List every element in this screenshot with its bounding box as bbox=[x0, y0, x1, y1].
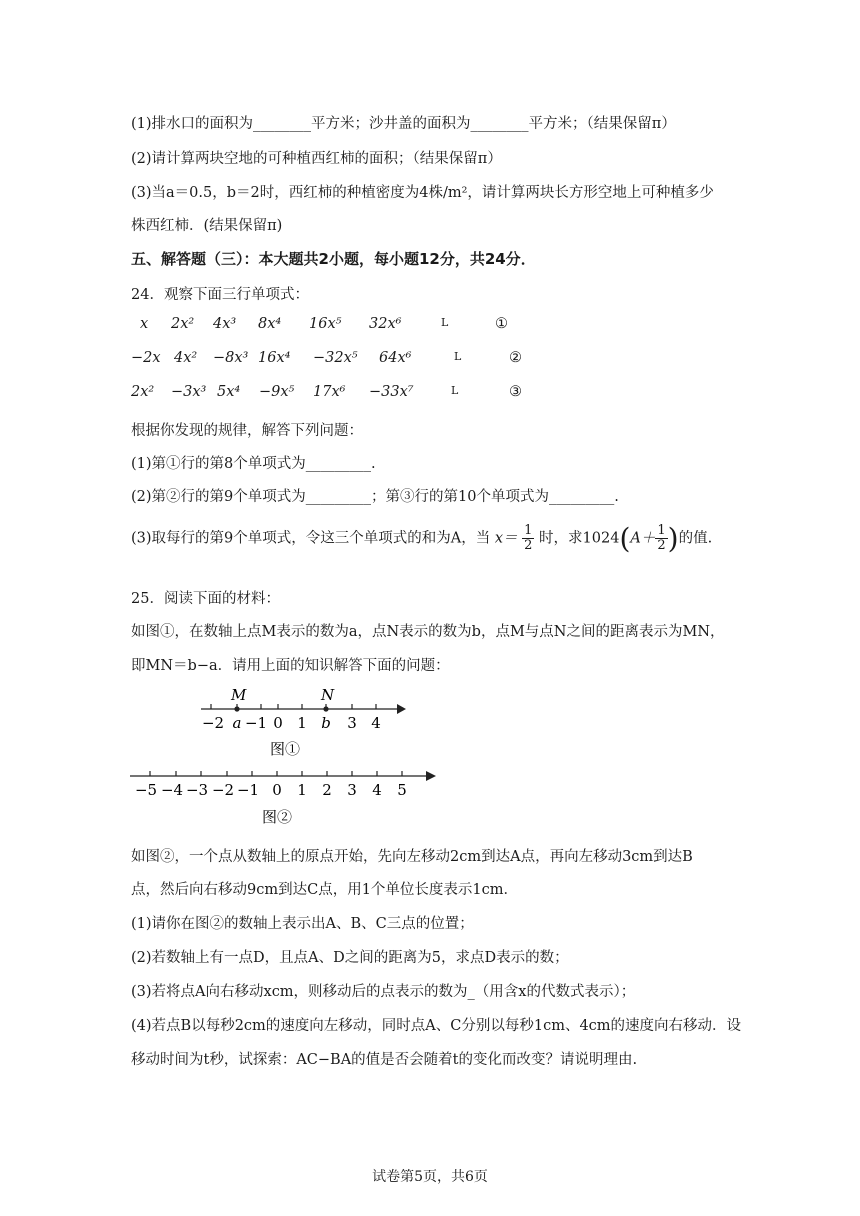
monomial: −9x⁵ bbox=[259, 384, 295, 400]
q25-setup-2: 点，然后向右移动9cm到达C点，用1个单位长度表示1cm． bbox=[131, 882, 519, 898]
monomial: −2x bbox=[131, 350, 161, 366]
q23-part3-line1: (3)当a＝0.5，b＝2时，西红柿的种植密度为4株/m²，请计算两块长方形空地上可种植多少 bbox=[131, 185, 714, 201]
q25-material-1: 如图①，在数轴上点M表示的数为a，点N表示的数为b，点M与点N之间的距离表示为MN， bbox=[131, 624, 725, 640]
q25-material-2: 即MN＝b−a．请用上面的知识解答下面的问题： bbox=[131, 658, 450, 674]
point-n bbox=[323, 706, 328, 711]
q23-part2: (2)请计算两块空地的可种植西红柿的面积；（结果保留π） bbox=[131, 151, 502, 167]
point-m bbox=[234, 706, 239, 711]
q24-instruction: 根据你发现的规律，解答下列问题： bbox=[131, 423, 363, 439]
monomial: 64x⁶ bbox=[379, 350, 412, 366]
q23-part1: (1)排水口的面积为________平方米；沙井盖的面积为________平方米；（结果保留π） bbox=[131, 116, 676, 132]
q25-part4-line2: 移动时间为t秒，试探索：AC−BA的值是否会随着t的变化而改变？请说明理由. bbox=[131, 1052, 638, 1068]
page-footer: 试卷第5页，共6页 bbox=[372, 1169, 488, 1185]
q24-part3-inner: A＋ bbox=[630, 530, 656, 547]
tick-label: −1 bbox=[244, 714, 268, 732]
figure-1-caption: 图① bbox=[269, 740, 301, 758]
tick-label: 3 bbox=[347, 781, 357, 799]
row-label: ① bbox=[495, 316, 508, 332]
tick-label: 3 bbox=[347, 714, 357, 732]
monomial: −8x³ bbox=[213, 350, 249, 366]
q24-part3-text: (3)取每行的第9个单项式，令这三个单项式的和为A，当 bbox=[131, 530, 491, 547]
q25-part4-line1: (4)若点B以每秒2cm的速度向左移动，同时点A、C分别以每秒1cm、4cm的速度向右移动．设 bbox=[131, 1018, 742, 1034]
tick-label: −2 bbox=[211, 781, 235, 799]
ellipsis: L bbox=[454, 350, 462, 363]
tick-label: b bbox=[321, 714, 331, 732]
tick-label: a bbox=[232, 714, 242, 732]
figure-2-caption: 图② bbox=[261, 808, 293, 826]
number-line-figure-2 bbox=[126, 764, 446, 834]
monomial: 2x² bbox=[131, 384, 155, 400]
q25-part1: (1)请你在图②的数轴上表示出A、B、C三点的位置； bbox=[131, 916, 474, 932]
ellipsis: L bbox=[451, 384, 459, 397]
tick-label: 4 bbox=[372, 781, 382, 799]
monomial: 17x⁶ bbox=[313, 384, 346, 400]
tick-label: 1 bbox=[297, 781, 307, 799]
tick-label: 5 bbox=[397, 781, 407, 799]
tick-label: 0 bbox=[272, 781, 282, 799]
q24-part3-mid: 时，求1024 bbox=[539, 530, 620, 547]
monomial: −3x³ bbox=[171, 384, 207, 400]
monomial: 32x⁶ bbox=[369, 316, 402, 332]
section-5-heading: 五、解答题（三）：本大题共2小题，每小题12分，共24分． bbox=[131, 250, 536, 268]
monomial: −33x⁷ bbox=[369, 384, 414, 400]
tick-label: 2 bbox=[322, 781, 332, 799]
monomial: −32x⁵ bbox=[313, 350, 358, 366]
number-line-figure-1 bbox=[195, 682, 415, 762]
q25-part2: (2)若数轴上有一点D，且点A、D之间的距离为5，求点D表示的数； bbox=[131, 950, 569, 966]
monomial: 16x⁴ bbox=[258, 350, 291, 366]
row-label: ② bbox=[509, 350, 522, 366]
fraction-one-half: $\frac{1}{2}$ bbox=[657, 522, 666, 553]
tick-label: −2 bbox=[201, 714, 225, 732]
q23-part3-line2: 株西红柿．(结果保留π) bbox=[131, 218, 283, 234]
monomial: x bbox=[140, 316, 149, 332]
fraction-one-half: $\frac{1}{2}$ bbox=[524, 522, 533, 553]
tick-label: 1 bbox=[297, 714, 307, 732]
tick-label: −4 bbox=[160, 781, 184, 799]
tick-label: 4 bbox=[371, 714, 381, 732]
q25-intro: 25．阅读下面的材料： bbox=[131, 591, 280, 607]
row-label: ③ bbox=[509, 384, 522, 400]
label-n: N bbox=[321, 686, 335, 704]
monomial: 8x⁴ bbox=[258, 316, 282, 332]
q24-intro: 24．观察下面三行单项式： bbox=[131, 287, 309, 303]
q24-part3-end: 的值. bbox=[678, 530, 713, 547]
monomial: 5x⁴ bbox=[217, 384, 241, 400]
tick-label: −1 bbox=[236, 781, 260, 799]
q24-part1: (1)第①行的第8个单项式为_________. bbox=[131, 456, 376, 472]
tick-label: −3 bbox=[185, 781, 209, 799]
tick-label: −5 bbox=[134, 781, 158, 799]
tick-label: 0 bbox=[273, 714, 283, 732]
q24-part3-x: x＝ bbox=[494, 530, 518, 547]
monomial: 2x² bbox=[171, 316, 195, 332]
q25-setup-1: 如图②，一个点从数轴上的原点开始，先向左移动2cm到达A点，再向左移动3cm到达B bbox=[131, 849, 693, 865]
q24-part2: (2)第②行的第9个单项式为_________；第③行的第10个单项式为_________. bbox=[131, 489, 619, 505]
monomial: 4x³ bbox=[213, 316, 237, 332]
q25-part3: (3)若将点A向右移动xcm，则移动后的点表示的数为_（用含x的代数式表示）； bbox=[131, 984, 636, 1000]
monomial: 4x² bbox=[174, 350, 198, 366]
monomial: 16x⁵ bbox=[309, 316, 342, 332]
ellipsis: L bbox=[441, 316, 449, 329]
q24-part3: (3)取每行的第9个单项式，令这三个单项式的和为A，当 x＝ $\frac{1}{2}$ 时，求1024(A＋ $\frac{1}{2}$ )的值. bbox=[131, 522, 713, 555]
label-m: M bbox=[231, 686, 247, 704]
